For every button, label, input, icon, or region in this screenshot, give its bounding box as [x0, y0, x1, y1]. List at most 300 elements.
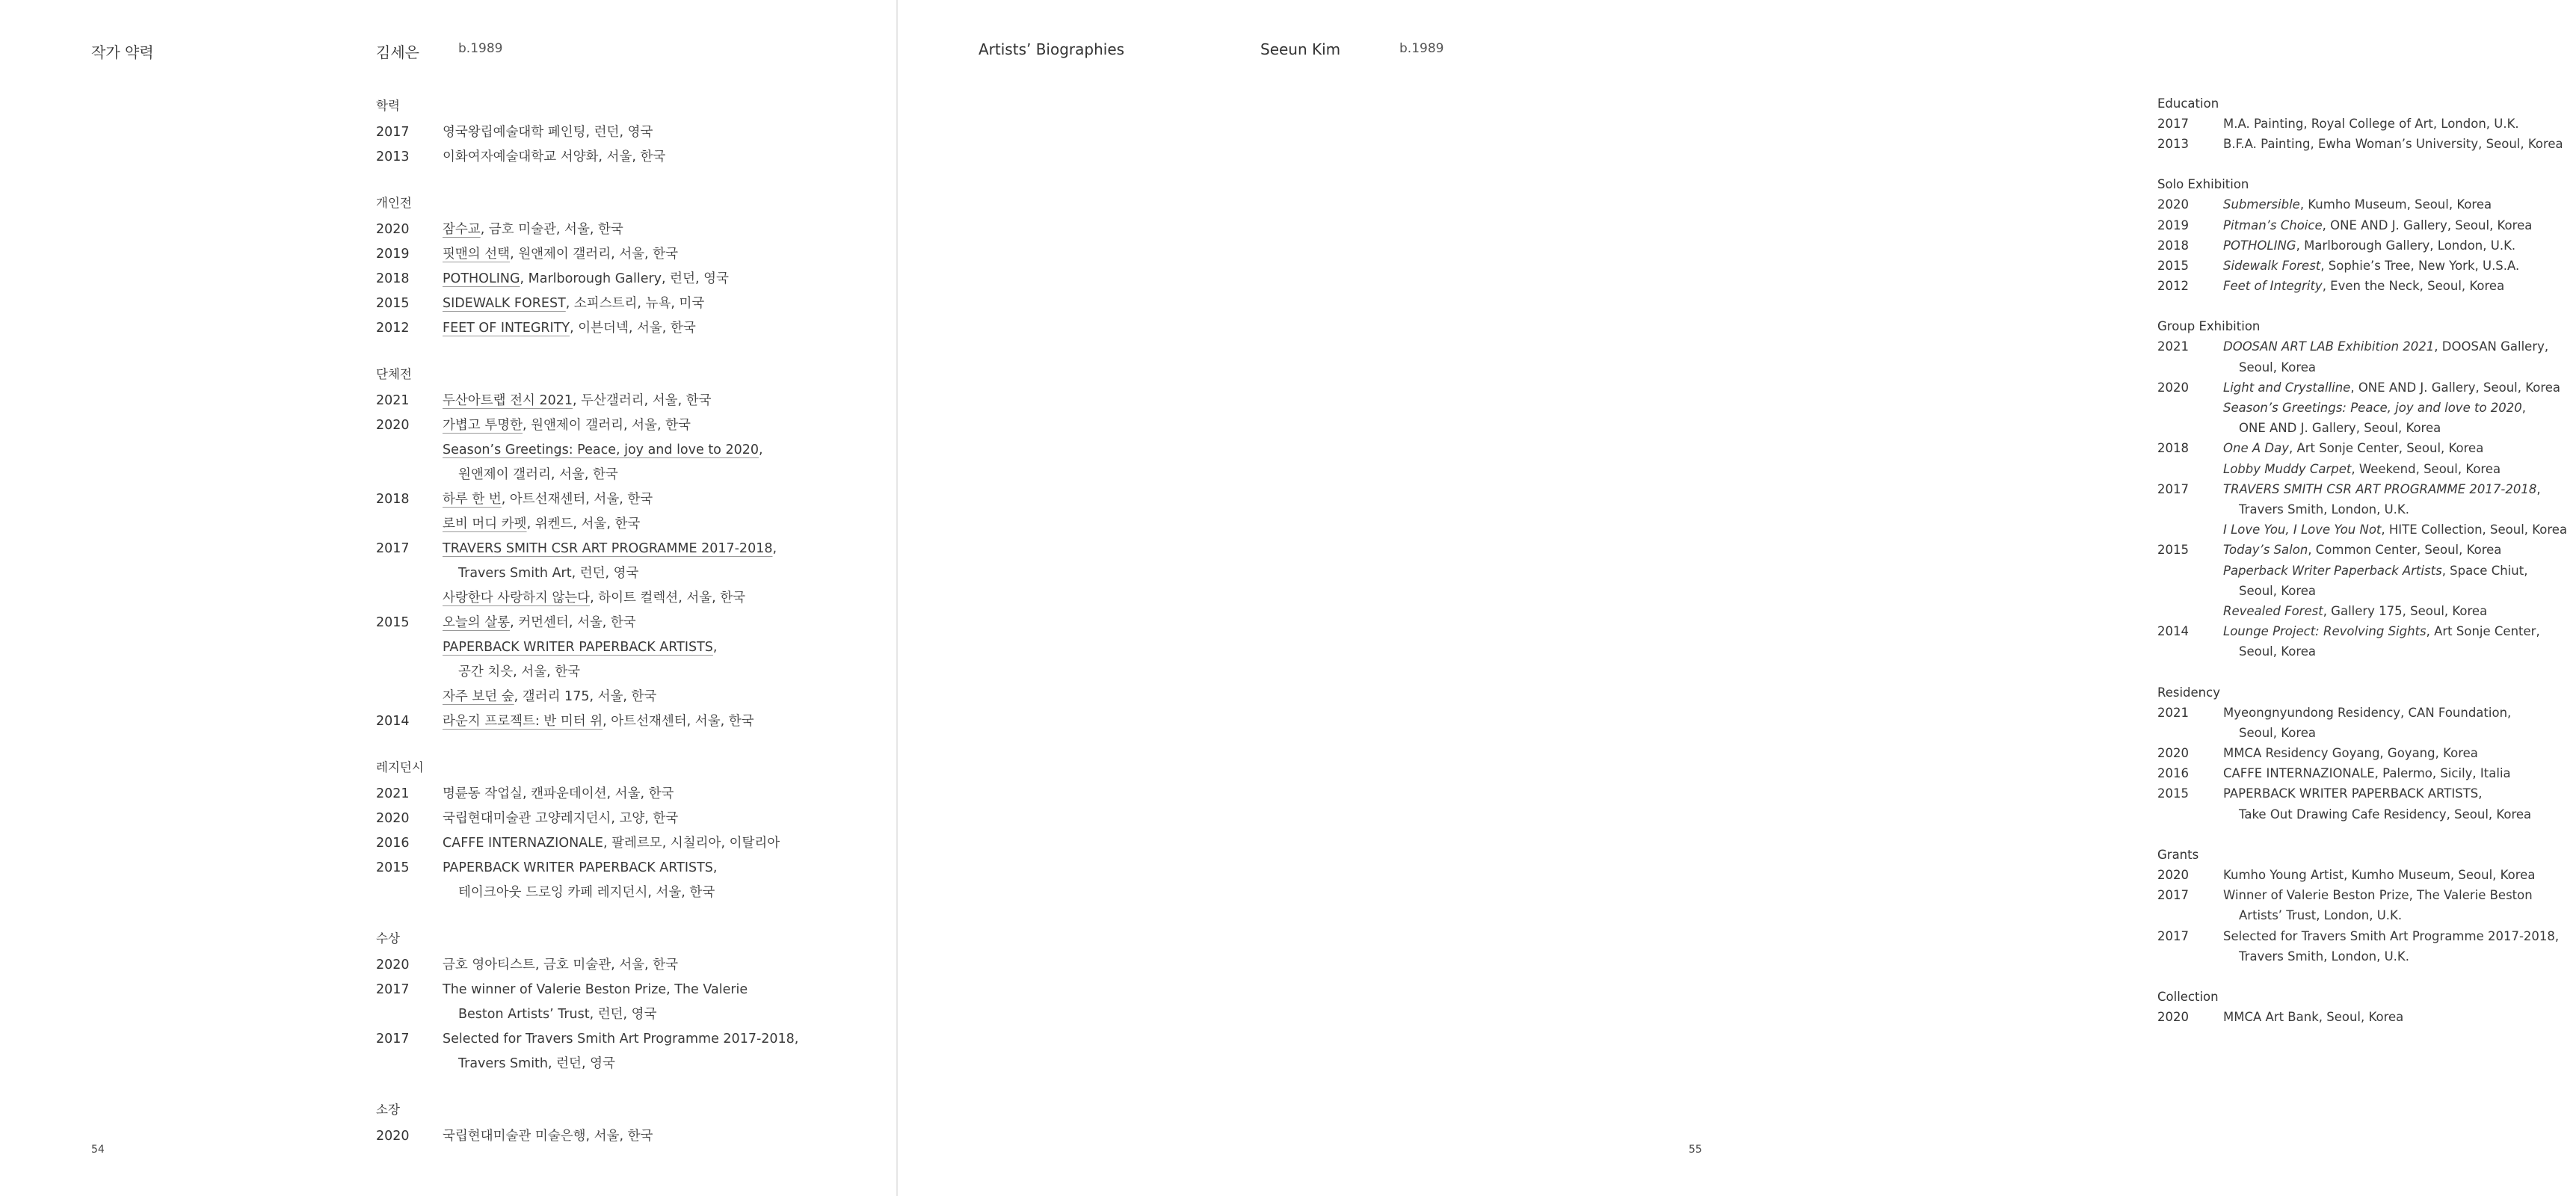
cv-work-title: Submersible	[2223, 197, 2300, 212]
cv-entry	[376, 120, 854, 145]
cv-entry-year: 2015	[376, 615, 410, 630]
cv-section	[2157, 93, 2576, 154]
cv-entry-segment: , Space Chiut,	[2441, 563, 2528, 578]
cv-entry-segment: , Marlborough Gallery, London, U.K.	[2296, 238, 2516, 253]
cv-entry-segment: , 커먼센터, 서울, 한국	[510, 615, 636, 630]
cv-entry-year: 2020	[2157, 867, 2189, 882]
cv-entry-year: 2020	[2157, 380, 2189, 395]
cv-entry-text	[443, 831, 854, 856]
cv-entry-segment: Selected for Travers Smith Art Programme 2017-2018,	[2223, 928, 2560, 943]
cv-entry-year: 2021	[2157, 705, 2189, 720]
cv-entry-year	[2157, 459, 2223, 479]
artist-name: Seeun Kim	[1260, 40, 1341, 58]
page-number: 54	[91, 1144, 105, 1156]
cv-entry-line	[2223, 946, 2576, 967]
cv-entry-line	[2223, 581, 2576, 601]
cv-section-heading: Collection	[2157, 989, 2219, 1004]
cv-entry-line	[2223, 499, 2576, 520]
cv-entry-line	[2223, 114, 2576, 134]
page-number: 55	[1689, 1144, 1702, 1156]
cv-entry-line	[2223, 804, 2576, 824]
cv-work-title: 자주 보던 숲	[443, 689, 514, 704]
cv-work-title: Lounge Project: Revolving Sights	[2223, 624, 2426, 639]
cv-entry-line	[443, 561, 854, 586]
cv-entry	[2157, 459, 2576, 479]
cv-entry-line	[443, 1027, 854, 1052]
cv-section	[376, 930, 854, 1076]
cv-entry-text	[2223, 926, 2576, 967]
cv-entry-segment: 금호 영아티스트, 금호 미술관, 서울, 한국	[443, 958, 678, 972]
cv-entry-text	[2223, 256, 2576, 276]
cv-entry-segment: , HITE Collection, Seoul, Korea	[2381, 523, 2568, 537]
cv-entry-segment: 테이크아웃 드로잉 카페 레지던시, 서울, 한국	[458, 885, 715, 900]
cv-entry-year: 2021	[376, 393, 410, 408]
cv-entry	[2157, 703, 2576, 743]
cv-entry-line	[443, 953, 854, 978]
cv-entry	[2157, 520, 2576, 540]
cv-entry-segment: Artists’ Trust, London, U.K.	[2239, 908, 2403, 923]
cv-entry-line	[2223, 905, 2576, 925]
cv-entry-year: 2017	[376, 982, 410, 997]
cv-entry-year: 2020	[2157, 746, 2189, 761]
cv-entry	[2157, 743, 2576, 763]
cv-entry-line	[443, 389, 854, 413]
cv-entry-line	[2223, 134, 2576, 154]
cv-entry-line	[2223, 885, 2576, 905]
cv-entry-line	[2223, 783, 2576, 804]
cv-entry-line	[443, 242, 854, 267]
cv-entry-line	[443, 1052, 854, 1076]
cv-work-title: Lobby Muddy Carpet	[2223, 461, 2352, 476]
cv-entry-line	[2223, 336, 2576, 357]
cv-entry-line	[2223, 194, 2576, 215]
cv-entry-text	[443, 978, 854, 1027]
page-section-title: Artists’ Biographies	[979, 40, 1125, 58]
cv-work-title: Feet of Integrity	[2223, 279, 2323, 294]
cv-entry	[376, 831, 854, 856]
cv-entry-line	[443, 807, 854, 831]
cv-entry-segment: , 이븐더넥, 서울, 한국	[570, 321, 696, 336]
cv-work-title: 핏맨의 선택	[443, 247, 511, 262]
cv-entry-line	[443, 685, 854, 709]
cv-entry-line	[2223, 357, 2576, 377]
cv-entry	[2157, 621, 2576, 662]
cv-entry-text	[443, 413, 854, 438]
cv-entry-segment: M.A. Painting, Royal College of Art, London, U.K.	[2223, 117, 2519, 131]
cv-entry-text	[443, 635, 854, 685]
cv-entry-segment: Winner of Valerie Beston Prize, The Valerie Beston	[2223, 888, 2533, 903]
cv-entry-segment: , 두산갤러리, 서울, 한국	[573, 393, 712, 408]
cv-entry-year	[376, 586, 443, 611]
cv-entry-year: 2018	[2157, 441, 2189, 456]
birth-year: b.1989	[1399, 41, 1444, 56]
cv-entry-line	[2223, 418, 2576, 438]
cv-entry-year: 2018	[376, 492, 410, 507]
cv-work-title: POTHOLING	[2223, 238, 2296, 253]
cv-work-title: Today’s Salon	[2223, 543, 2308, 558]
cv-work-title: 하루 한 번	[443, 492, 502, 507]
cv-entry-text	[443, 267, 854, 292]
cv-section	[2157, 987, 2576, 1027]
cv-entry-text	[443, 1124, 854, 1149]
cv-entry-text	[2223, 114, 2576, 134]
cv-entry	[2157, 865, 2576, 885]
cv-entry-year: 2020	[2157, 197, 2189, 212]
cv-entry-year: 2021	[376, 786, 410, 801]
cv-section-heading: 학력	[376, 99, 400, 113]
cv-entry-line	[443, 782, 854, 807]
cv-entry	[376, 978, 854, 1027]
cv-work-title: Light and Crystalline	[2223, 380, 2351, 395]
cv-entry-segment: Seoul, Korea	[2239, 644, 2317, 659]
cv-entry-year: 2015	[376, 296, 410, 311]
cv-entry	[376, 145, 854, 170]
cv-entry-year: 2015	[2157, 543, 2189, 558]
cv-entry-text	[2223, 276, 2576, 296]
cv-entry-line	[2223, 1007, 2576, 1027]
cv-entry-line	[443, 709, 854, 734]
cv-entry-year: 2017	[376, 541, 410, 556]
cv-entry-line	[443, 660, 854, 685]
cv-section	[376, 1101, 854, 1149]
cv-section-heading: 수상	[376, 931, 400, 946]
cv-section-heading: Group Exhibition	[2157, 319, 2261, 334]
cv-entry	[376, 242, 854, 267]
cv-entry-year: 2012	[2157, 279, 2189, 294]
cv-work-title: 잠수교	[443, 222, 481, 237]
cv-entry-year: 2020	[376, 958, 410, 972]
cv-entry-segment: , ONE AND J. Gallery, Seoul, Korea	[2350, 380, 2561, 395]
cv-entry-line	[2223, 215, 2576, 235]
cv-entry-year: 2016	[376, 836, 410, 851]
cv-entry-line	[443, 145, 854, 170]
left-page	[0, 0, 897, 1196]
cv-entry-year	[2157, 520, 2223, 540]
cv-entry	[376, 537, 854, 586]
cv-entry-segment: ,	[2521, 401, 2527, 416]
cv-entry-text	[443, 438, 854, 487]
cv-entry-year	[376, 438, 443, 487]
cv-entry-segment: , 아트선재센터, 서울, 한국	[501, 492, 653, 507]
cv-entry-line	[2223, 743, 2576, 763]
cv-entry	[2157, 398, 2576, 438]
cv-entry-text	[2223, 1007, 2576, 1027]
cv-entry-segment: , 갤러리 175, 서울, 한국	[514, 689, 657, 704]
cv-entry-text	[2223, 621, 2576, 662]
cv-entry-segment: , Weekend, Seoul, Korea	[2351, 461, 2501, 476]
cv-entry-segment: , 하이트 컬렉션, 서울, 한국	[590, 591, 746, 605]
cv-entry-text	[443, 512, 854, 537]
cv-work-title: 로비 머디 카펫	[443, 517, 527, 531]
cv-entry-line	[2223, 763, 2576, 783]
cv-section-heading: Grants	[2157, 847, 2199, 862]
cv-work-title: TRAVERS SMITH CSR ART PROGRAMME 2017-2018	[2223, 481, 2537, 496]
cv-work-title: 두산아트랩 전시 2021	[443, 393, 573, 408]
cv-entry-line	[2223, 926, 2576, 946]
cv-section	[2157, 316, 2576, 662]
cv-entry-year: 2020	[2157, 1009, 2189, 1024]
cv-entry	[2157, 763, 2576, 783]
cv-entry	[376, 218, 854, 242]
cv-entry-line	[2223, 438, 2576, 458]
cv-entry-segment: ,	[2536, 481, 2541, 496]
cv-entry	[2157, 601, 2576, 621]
cv-entry	[2157, 134, 2576, 154]
cv-entry-segment: , Sophie’s Tree, New York, U.S.A.	[2320, 259, 2520, 274]
cv-entry-line	[443, 611, 854, 635]
cv-section-heading: Education	[2157, 96, 2219, 111]
cv-entry-text	[2223, 336, 2576, 377]
cv-entry-year: 2017	[2157, 481, 2189, 496]
cv-entry-year	[2157, 398, 2223, 438]
cv-entry-segment: Travers Smith, London, U.K.	[2239, 502, 2409, 517]
cv-entry-line	[2223, 723, 2576, 743]
cv-entry-segment: PAPERBACK WRITER PAPERBACK ARTISTS,	[2223, 786, 2483, 801]
cv-section	[376, 759, 854, 905]
cv-entry-line	[443, 267, 854, 292]
cv-section	[376, 194, 854, 341]
cv-entry-year: 2017	[376, 1032, 410, 1046]
cv-entry	[2157, 783, 2576, 824]
cv-entry	[376, 389, 854, 413]
cv-entry-segment: ,	[772, 541, 777, 556]
cv-entry-segment: , 위켄드, 서울, 한국	[526, 517, 641, 531]
cv-work-title: Revealed Forest	[2223, 604, 2323, 619]
cv-work-title: Season’s Greetings: Peace, joy and love to 2020	[443, 443, 759, 457]
cv-entry-segment: MMCA Art Bank, Seoul, Korea	[2223, 1009, 2404, 1024]
cv-entry-segment: 공간 치읏, 서울, 한국	[458, 665, 581, 679]
cv-entry-text	[2223, 865, 2576, 885]
cv-entry-line	[443, 487, 854, 512]
cv-entry	[376, 856, 854, 905]
cv-entry	[376, 953, 854, 978]
cv-entry-segment: , ONE AND J. Gallery, Seoul, Korea	[2322, 218, 2533, 232]
cv-entry-line	[443, 512, 854, 537]
cv-entry-segment: , Gallery 175, Seoul, Korea	[2323, 604, 2488, 619]
cv-entry	[2157, 256, 2576, 276]
cv-entry-year: 2014	[2157, 624, 2189, 639]
cv-entry	[376, 1124, 854, 1149]
cv-entry	[376, 586, 854, 611]
cv-entry	[2157, 438, 2576, 458]
cv-section-heading: 레지던시	[376, 760, 424, 774]
cv-entry-text	[443, 487, 854, 512]
cv-entry-year	[2157, 601, 2223, 621]
cv-entry-segment: Travers Smith, 런던, 영국	[458, 1056, 615, 1071]
cv-entry-line	[2223, 398, 2576, 418]
cv-entry	[2157, 215, 2576, 235]
cv-entry	[2157, 194, 2576, 215]
cv-entry-line	[443, 413, 854, 438]
cv-section-heading: Solo Exhibition	[2157, 177, 2249, 192]
cv-work-title: POTHOLING	[443, 271, 520, 286]
cv-entry-year	[376, 685, 443, 709]
cv-entry-line	[443, 120, 854, 145]
cv-entry-line	[443, 438, 854, 463]
cv-entry-text	[2223, 561, 2576, 601]
cv-section	[2157, 682, 2576, 824]
cv-entry	[376, 487, 854, 512]
cv-entry	[376, 685, 854, 709]
cv-entry-line	[2223, 621, 2576, 641]
cv-entry-year: 2019	[2157, 218, 2189, 232]
cv-entry-line	[2223, 377, 2576, 398]
cv-work-title: 가볍고 투명한	[443, 418, 523, 433]
cv-entry	[2157, 1007, 2576, 1027]
cv-entry-text	[2223, 377, 2576, 398]
cv-entry-segment: 원앤제이 갤러리, 서울, 한국	[458, 467, 618, 482]
cv-entry	[376, 807, 854, 831]
biography-list-english	[2157, 93, 2576, 1047]
cv-entry-segment: 이화여자예술대학교 서양화, 서울, 한국	[443, 150, 666, 164]
cv-section	[2157, 845, 2576, 967]
cv-work-title: One A Day	[2223, 441, 2289, 456]
cv-entry-line	[443, 856, 854, 881]
cv-entry-text	[2223, 520, 2576, 540]
cv-entry-line	[443, 218, 854, 242]
cv-entry-year: 2015	[2157, 259, 2189, 274]
cv-entry-text	[443, 292, 854, 316]
cv-entry-line	[443, 978, 854, 1002]
cv-entry-segment: , 원앤제이 갤러리, 서울, 한국	[510, 247, 678, 262]
cv-entry	[376, 1027, 854, 1076]
cv-entry-segment: Kumho Young Artist, Kumho Museum, Seoul, Korea	[2223, 867, 2536, 882]
cv-entry	[2157, 377, 2576, 398]
cv-entry-year: 2019	[376, 247, 410, 262]
cv-entry-segment: CAFFE INTERNAZIONALE, Palermo, Sicily, Italia	[2223, 766, 2511, 781]
cv-entry	[376, 782, 854, 807]
cv-section-heading: 단체전	[376, 367, 412, 381]
cv-entry-year: 2021	[2157, 339, 2189, 354]
cv-work-title: Sidewalk Forest	[2223, 259, 2321, 274]
cv-work-title: 라운지 프로젝트: 반 미터 위	[443, 714, 603, 729]
cv-entry-year	[2157, 561, 2223, 601]
cv-entry-line	[2223, 235, 2576, 256]
cv-entry-text	[2223, 235, 2576, 256]
cv-entry-line	[2223, 256, 2576, 276]
cv-entry-year: 2017	[2157, 888, 2189, 903]
cv-entry-text	[443, 120, 854, 145]
cv-entry-year: 2015	[376, 860, 410, 875]
cv-entry-line	[443, 586, 854, 611]
cv-entry-text	[443, 218, 854, 242]
cv-entry-text	[2223, 398, 2576, 438]
cv-entry-line	[2223, 641, 2576, 662]
cv-entry-line	[443, 292, 854, 316]
cv-work-title: DOOSAN ART LAB Exhibition 2021	[2223, 339, 2435, 354]
cv-work-title: TRAVERS SMITH CSR ART PROGRAMME 2017-2018	[443, 541, 773, 556]
cv-entry-segment: ,	[759, 443, 763, 457]
cv-entry-line	[443, 316, 854, 341]
cv-section	[2157, 174, 2576, 296]
cv-entry-line	[2223, 865, 2576, 885]
cv-entry-segment: Travers Smith, London, U.K.	[2239, 949, 2409, 964]
cv-entry-segment: ,	[712, 640, 718, 655]
cv-entry-text	[443, 782, 854, 807]
cv-entry-year: 2012	[376, 321, 410, 336]
cv-entry-line	[2223, 479, 2576, 499]
page-section-title: 작가 약력	[91, 43, 154, 61]
cv-entry	[2157, 276, 2576, 296]
cv-entry-line	[443, 463, 854, 487]
cv-entry-line	[2223, 540, 2576, 560]
cv-entry-line	[2223, 520, 2576, 540]
cv-entry-segment: Seoul, Korea	[2239, 583, 2317, 598]
cv-entry-text	[443, 316, 854, 341]
cv-entry-segment: , Art Sonje Center, Seoul, Korea	[2288, 441, 2484, 456]
cv-entry-year: 2014	[376, 714, 410, 729]
right-page	[897, 0, 2568, 1196]
cv-entry-segment: Take Out Drawing Cafe Residency, Seoul, Korea	[2239, 807, 2532, 822]
cv-work-title: Paperback Writer Paperback Artists	[2223, 563, 2442, 578]
cv-entry-segment: , 금호 미술관, 서울, 한국	[480, 222, 623, 237]
cv-entry-text	[2223, 743, 2576, 763]
cv-entry	[2157, 479, 2576, 520]
cv-entry	[2157, 336, 2576, 377]
cv-entry-line	[443, 881, 854, 905]
cv-entry	[376, 635, 854, 685]
cv-entry-segment: Seoul, Korea	[2239, 725, 2317, 740]
cv-entry-text	[2223, 134, 2576, 154]
cv-entry-line	[443, 635, 854, 660]
cv-entry	[376, 438, 854, 487]
cv-entry	[376, 413, 854, 438]
cv-entry-text	[443, 709, 854, 734]
cv-entry	[2157, 926, 2576, 967]
cv-entry-year: 2020	[376, 418, 410, 433]
cv-entry-text	[443, 685, 854, 709]
cv-entry	[2157, 114, 2576, 134]
cv-entry-year: 2020	[376, 811, 410, 826]
cv-entry-year	[376, 512, 443, 537]
cv-entry-segment: , Marlborough Gallery, 런던, 영국	[520, 271, 729, 286]
cv-entry-segment: , Kumho Museum, Seoul, Korea	[2299, 197, 2492, 212]
cv-entry-segment: , 아트선재센터, 서울, 한국	[603, 714, 754, 729]
cv-entry-text	[443, 242, 854, 267]
cv-entry-year: 2020	[376, 222, 410, 237]
cv-entry-line	[2223, 703, 2576, 723]
cv-entry-segment: Beston Artists’ Trust, 런던, 영국	[458, 1007, 657, 1022]
cv-entry-text	[443, 145, 854, 170]
cv-entry	[2157, 885, 2576, 925]
cv-entry-text	[2223, 459, 2576, 479]
cv-entry-line	[443, 1124, 854, 1149]
cv-work-title: Pitman’s Choice	[2223, 218, 2323, 232]
cv-entry-segment: 국립현대미술관 미술은행, 서울, 한국	[443, 1129, 653, 1144]
cv-entry-text	[443, 389, 854, 413]
cv-section-heading: 소장	[376, 1103, 400, 1117]
cv-entry-text	[2223, 601, 2576, 621]
cv-entry-year: 2016	[2157, 766, 2189, 781]
cv-entry-text	[2223, 885, 2576, 925]
cv-entry-segment: Travers Smith Art, 런던, 영국	[458, 566, 639, 581]
cv-entry	[2157, 540, 2576, 560]
cv-entry-line	[2223, 459, 2576, 479]
cv-section-heading: 개인전	[376, 196, 412, 210]
cv-work-title: 오늘의 살롱	[443, 615, 511, 630]
cv-entry-text	[2223, 479, 2576, 520]
cv-entry	[376, 292, 854, 316]
cv-entry-segment: , Common Center, Seoul, Korea	[2308, 543, 2502, 558]
cv-entry-segment: 영국왕립예술대학 페인팅, 런던, 영국	[443, 125, 653, 140]
cv-entry-line	[443, 1002, 854, 1027]
cv-entry-text	[2223, 783, 2576, 824]
cv-entry-text	[2223, 194, 2576, 215]
cv-entry-text	[2223, 763, 2576, 783]
cv-entry-text	[443, 611, 854, 635]
cv-entry-line	[443, 831, 854, 856]
cv-work-title: 사랑한다 사랑하지 않는다	[443, 591, 591, 605]
